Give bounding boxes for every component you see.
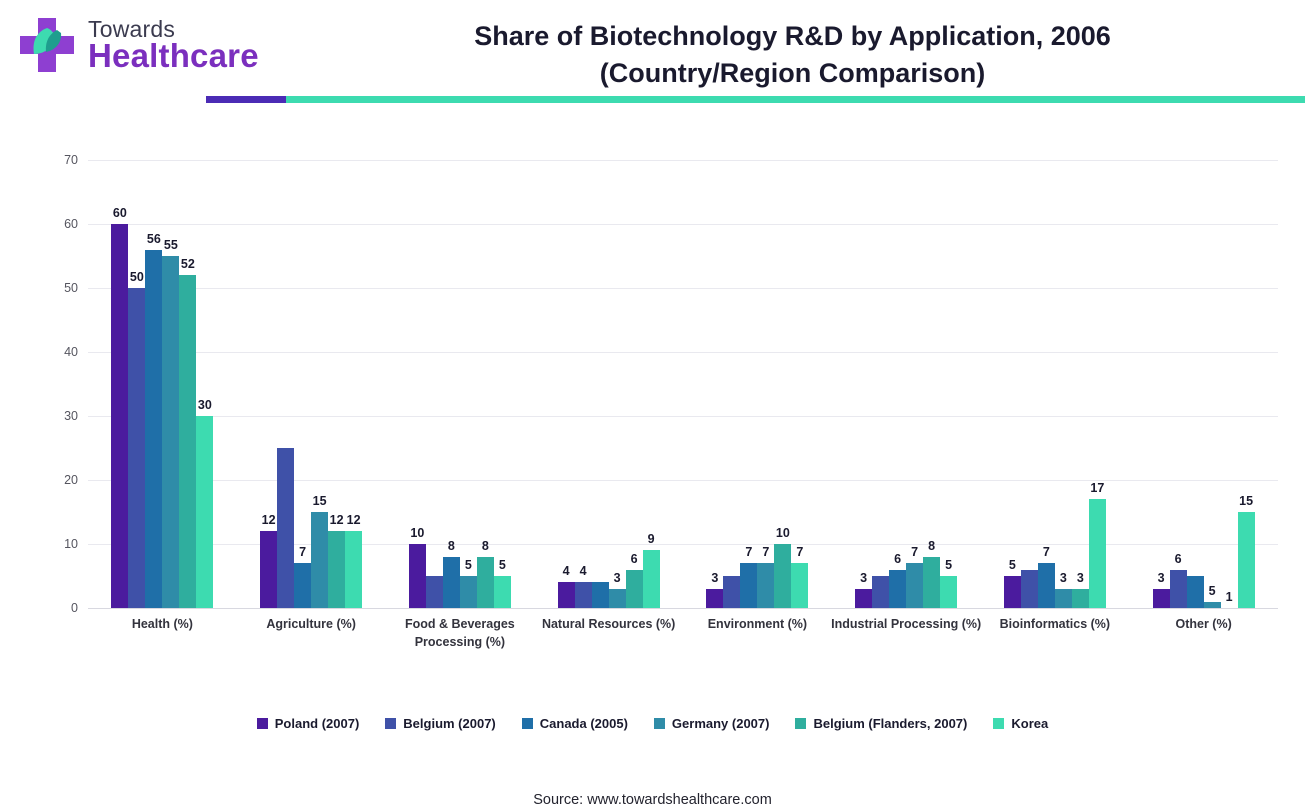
bar[interactable] xyxy=(460,576,477,608)
bar-slot xyxy=(294,545,311,608)
brand-line-1: Towards xyxy=(88,15,176,42)
bar-group-bars xyxy=(237,160,386,608)
bar[interactable] xyxy=(162,256,179,608)
bar[interactable] xyxy=(558,582,575,608)
bar-value-label: 3 xyxy=(1076,570,1084,585)
bar-slot xyxy=(277,448,294,608)
bar-value-label: 1 xyxy=(1225,590,1233,604)
legend-label: Poland (2007) xyxy=(274,716,360,731)
legend-swatch-icon xyxy=(257,718,268,729)
bar[interactable] xyxy=(1038,563,1055,608)
x-axis-category-label: Food & Beverages Processing (%) xyxy=(404,617,515,649)
legend-item[interactable] xyxy=(522,716,628,731)
bar-value-label: 10 xyxy=(775,526,790,540)
bar-slot xyxy=(311,494,328,608)
bar[interactable] xyxy=(477,557,494,608)
bar[interactable] xyxy=(855,589,872,608)
bar-slot xyxy=(558,564,575,608)
bar-group xyxy=(386,160,535,649)
bar-slot xyxy=(426,576,443,608)
bar[interactable] xyxy=(494,576,511,608)
bar-slot xyxy=(1072,570,1089,608)
bar[interactable] xyxy=(260,531,277,608)
bar-slot xyxy=(111,206,128,608)
brand-line-2: Healthcare xyxy=(88,36,259,74)
bar-slot xyxy=(592,582,609,608)
bar-slot xyxy=(1238,494,1255,608)
bar[interactable] xyxy=(1238,512,1255,608)
bar-value-label: 3 xyxy=(711,570,719,585)
bar-value-label: 5 xyxy=(1008,558,1016,572)
x-axis-category-label: Agriculture (%) xyxy=(266,617,356,631)
page-title xyxy=(300,18,1285,93)
legend-item[interactable] xyxy=(654,716,770,731)
legend-label: Germany (2007) xyxy=(671,716,770,731)
bar-value-label: 7 xyxy=(745,545,753,560)
plot-area xyxy=(64,153,1278,649)
chart-container xyxy=(0,104,1305,808)
accent-rule-highlight xyxy=(206,96,286,103)
bar[interactable] xyxy=(906,563,923,608)
bar-slot xyxy=(1170,551,1187,608)
medical-cross-leaf-logo-icon xyxy=(16,14,78,76)
bar-value-label: 6 xyxy=(894,551,902,566)
bar[interactable] xyxy=(757,563,774,608)
brand-wordmark xyxy=(88,17,259,74)
bar-group-bars xyxy=(683,160,832,608)
bar-group xyxy=(981,160,1130,631)
source-note: Source: www.towardshealthcare.com xyxy=(533,792,772,808)
bar[interactable] xyxy=(426,576,443,608)
bar-slot xyxy=(1187,576,1204,608)
bar-group-bars xyxy=(981,160,1130,608)
legend-label: Canada (2005) xyxy=(539,716,628,731)
x-axis-category-label: Natural Resources (%) xyxy=(541,617,676,631)
bar-value-label: 12 xyxy=(346,513,361,528)
legend-swatch-icon xyxy=(654,718,665,729)
x-axis-line xyxy=(88,608,1278,609)
bar[interactable] xyxy=(1055,589,1072,608)
bar-group xyxy=(1129,160,1278,631)
bar-value-label: 60 xyxy=(112,206,127,220)
bar-slot xyxy=(443,538,460,608)
bar-value-label: 8 xyxy=(447,538,455,553)
bar-slot xyxy=(706,570,723,608)
bar-slot xyxy=(923,538,940,608)
bar-slot xyxy=(774,526,791,608)
bar-value-label: 3 xyxy=(1059,570,1067,585)
legend-label: Korea xyxy=(1011,716,1049,731)
legend-item[interactable] xyxy=(385,716,495,731)
bar[interactable] xyxy=(294,563,311,608)
bar-slot xyxy=(609,570,626,608)
bar[interactable] xyxy=(575,582,592,608)
bar-group xyxy=(534,160,683,631)
x-axis-category-label: Bioinformatics (%) xyxy=(999,617,1111,631)
bar[interactable] xyxy=(1021,570,1038,608)
bar[interactable] xyxy=(1153,589,1170,608)
y-axis-tick-label: 60 xyxy=(64,217,78,231)
bar[interactable] xyxy=(145,250,162,608)
bar-slot xyxy=(643,532,660,608)
bar-value-label: 3 xyxy=(613,570,621,585)
bar-value-label: 12 xyxy=(261,513,276,528)
bar[interactable] xyxy=(706,589,723,608)
bar[interactable] xyxy=(774,544,791,608)
bar[interactable] xyxy=(128,288,145,608)
legend-swatch-icon xyxy=(385,718,396,729)
bar-slot xyxy=(1055,570,1072,608)
bar[interactable] xyxy=(345,531,362,608)
bar[interactable] xyxy=(740,563,757,608)
bar-value-label: 30 xyxy=(197,398,212,412)
bar-group-bars xyxy=(534,160,683,608)
y-axis-tick-label: 20 xyxy=(64,473,78,487)
bar-slot xyxy=(179,257,196,608)
bar[interactable] xyxy=(940,576,957,608)
bar-slot xyxy=(575,564,592,608)
bar-value-label: 4 xyxy=(579,564,587,579)
bar[interactable] xyxy=(643,550,660,608)
bar-slot xyxy=(940,558,957,608)
bar-slot xyxy=(494,558,511,608)
title-line-2: (Country/Region Comparison) xyxy=(599,58,986,89)
bar-group xyxy=(88,160,237,631)
bar-value-label: 9 xyxy=(647,532,655,547)
bar-slot xyxy=(757,545,774,608)
bar-value-label: 8 xyxy=(481,538,489,553)
bar-slot xyxy=(1089,481,1106,608)
bar-value-label: 6 xyxy=(1174,551,1182,566)
bar-slot xyxy=(791,545,808,608)
bar[interactable] xyxy=(872,576,889,608)
bar-value-label: 7 xyxy=(1042,545,1050,560)
bar-slot xyxy=(889,551,906,608)
bar-value-label: 52 xyxy=(180,257,195,272)
bar-group xyxy=(237,160,386,631)
bar[interactable] xyxy=(1170,570,1187,608)
bar-value-label: 7 xyxy=(299,545,307,560)
bar-slot xyxy=(1038,545,1055,608)
bar-value-label: 3 xyxy=(1157,570,1165,585)
bar[interactable] xyxy=(923,557,940,608)
bar[interactable] xyxy=(1072,589,1089,608)
bar[interactable] xyxy=(443,557,460,608)
accent-rule xyxy=(206,96,1305,103)
bar-slot xyxy=(855,570,872,608)
bar-chart-plot xyxy=(64,153,1278,708)
bar[interactable] xyxy=(592,582,609,608)
y-axis-tick-label: 70 xyxy=(64,153,78,167)
legend-item[interactable] xyxy=(993,716,1048,731)
bar-value-label: 5 xyxy=(1208,583,1216,598)
y-axis-tick-label: 50 xyxy=(64,281,78,295)
bar-slot xyxy=(196,398,213,608)
bar-slot xyxy=(145,231,162,608)
bar[interactable] xyxy=(1089,499,1106,608)
bar-value-label: 7 xyxy=(796,545,804,560)
bar-group xyxy=(831,160,982,631)
bar-slot xyxy=(906,545,923,608)
legend-label: Belgium (2007) xyxy=(403,716,496,731)
y-axis-tick-label: 10 xyxy=(64,537,78,551)
bar-slot xyxy=(1004,558,1021,608)
bar-slot xyxy=(345,513,362,608)
bar-value-label: 7 xyxy=(911,545,919,560)
bar-value-label: 17 xyxy=(1090,481,1105,496)
bar-value-label: 15 xyxy=(312,494,327,508)
bar-group-bars xyxy=(88,160,237,608)
legend-label: Belgium (Flanders, 2007) xyxy=(813,716,968,731)
bar[interactable] xyxy=(1004,576,1021,608)
bar[interactable] xyxy=(609,589,626,608)
bar-slot xyxy=(128,270,145,608)
bar-value-label: 4 xyxy=(562,564,570,579)
legend-swatch-icon xyxy=(522,718,533,729)
bar-value-label: 5 xyxy=(464,558,472,572)
bar-slot xyxy=(460,558,477,608)
bar-slot xyxy=(328,513,345,608)
bar-group-bars xyxy=(1129,160,1278,608)
bar-value-label: 50 xyxy=(129,270,144,284)
bar-value-label: 3 xyxy=(860,570,868,585)
bar-value-label: 56 xyxy=(146,231,161,246)
bar[interactable] xyxy=(791,563,808,608)
bar-value-label: 8 xyxy=(928,538,936,553)
x-axis-category-label: Industrial Processing (%) xyxy=(831,617,982,631)
bar[interactable] xyxy=(179,275,196,608)
bar-slot xyxy=(477,538,494,608)
bar-value-label: 55 xyxy=(163,238,178,252)
bar-slot xyxy=(162,238,179,608)
x-axis-category-label: Health (%) xyxy=(131,617,193,631)
bar-slot xyxy=(260,513,277,608)
bar-slot xyxy=(1153,570,1170,608)
chart-legend xyxy=(0,716,1305,731)
bar-slot xyxy=(626,551,643,608)
y-axis-tick-label: 30 xyxy=(64,409,78,423)
bar-slot xyxy=(740,545,757,608)
bar[interactable] xyxy=(328,531,345,608)
legend-swatch-icon xyxy=(993,718,1004,729)
bar[interactable] xyxy=(889,570,906,608)
bar[interactable] xyxy=(311,512,328,608)
legend-item[interactable] xyxy=(795,716,967,731)
bar-slot xyxy=(723,576,740,608)
bar[interactable] xyxy=(723,576,740,608)
bar-value-label: 5 xyxy=(498,558,506,572)
bar-value-label: 10 xyxy=(410,526,425,540)
bar-slot xyxy=(1021,570,1038,608)
bar-slot xyxy=(409,526,426,608)
legend-item[interactable] xyxy=(257,716,360,731)
bar-groups xyxy=(88,160,1278,649)
bar-group-bars xyxy=(832,160,981,608)
bar-value-label: 12 xyxy=(329,513,344,528)
bar[interactable] xyxy=(409,544,426,608)
legend-swatch-icon xyxy=(795,718,806,729)
bar-value-label: 7 xyxy=(762,545,770,560)
bar-value-label: 15 xyxy=(1239,494,1254,508)
bar-value-label: 6 xyxy=(630,551,638,566)
bar[interactable] xyxy=(626,570,643,608)
bar-group xyxy=(683,160,832,631)
x-axis-category-label: Environment (%) xyxy=(707,617,808,631)
bar-group-bars xyxy=(386,160,535,608)
title-line-1: Share of Biotechnology R&D by Application, 2006 xyxy=(474,21,1111,51)
page-header xyxy=(0,0,1305,100)
x-axis-category-label: Other (%) xyxy=(1175,617,1232,631)
bar[interactable] xyxy=(277,448,294,608)
bar-slot xyxy=(872,576,889,608)
bar[interactable] xyxy=(196,416,213,608)
y-axis-tick-label: 40 xyxy=(64,345,78,359)
bar[interactable] xyxy=(111,224,128,608)
bar-value-label: 5 xyxy=(945,558,953,572)
brand-logo xyxy=(16,14,259,76)
bar[interactable] xyxy=(1187,576,1204,608)
y-axis-tick-label: 0 xyxy=(71,601,78,615)
